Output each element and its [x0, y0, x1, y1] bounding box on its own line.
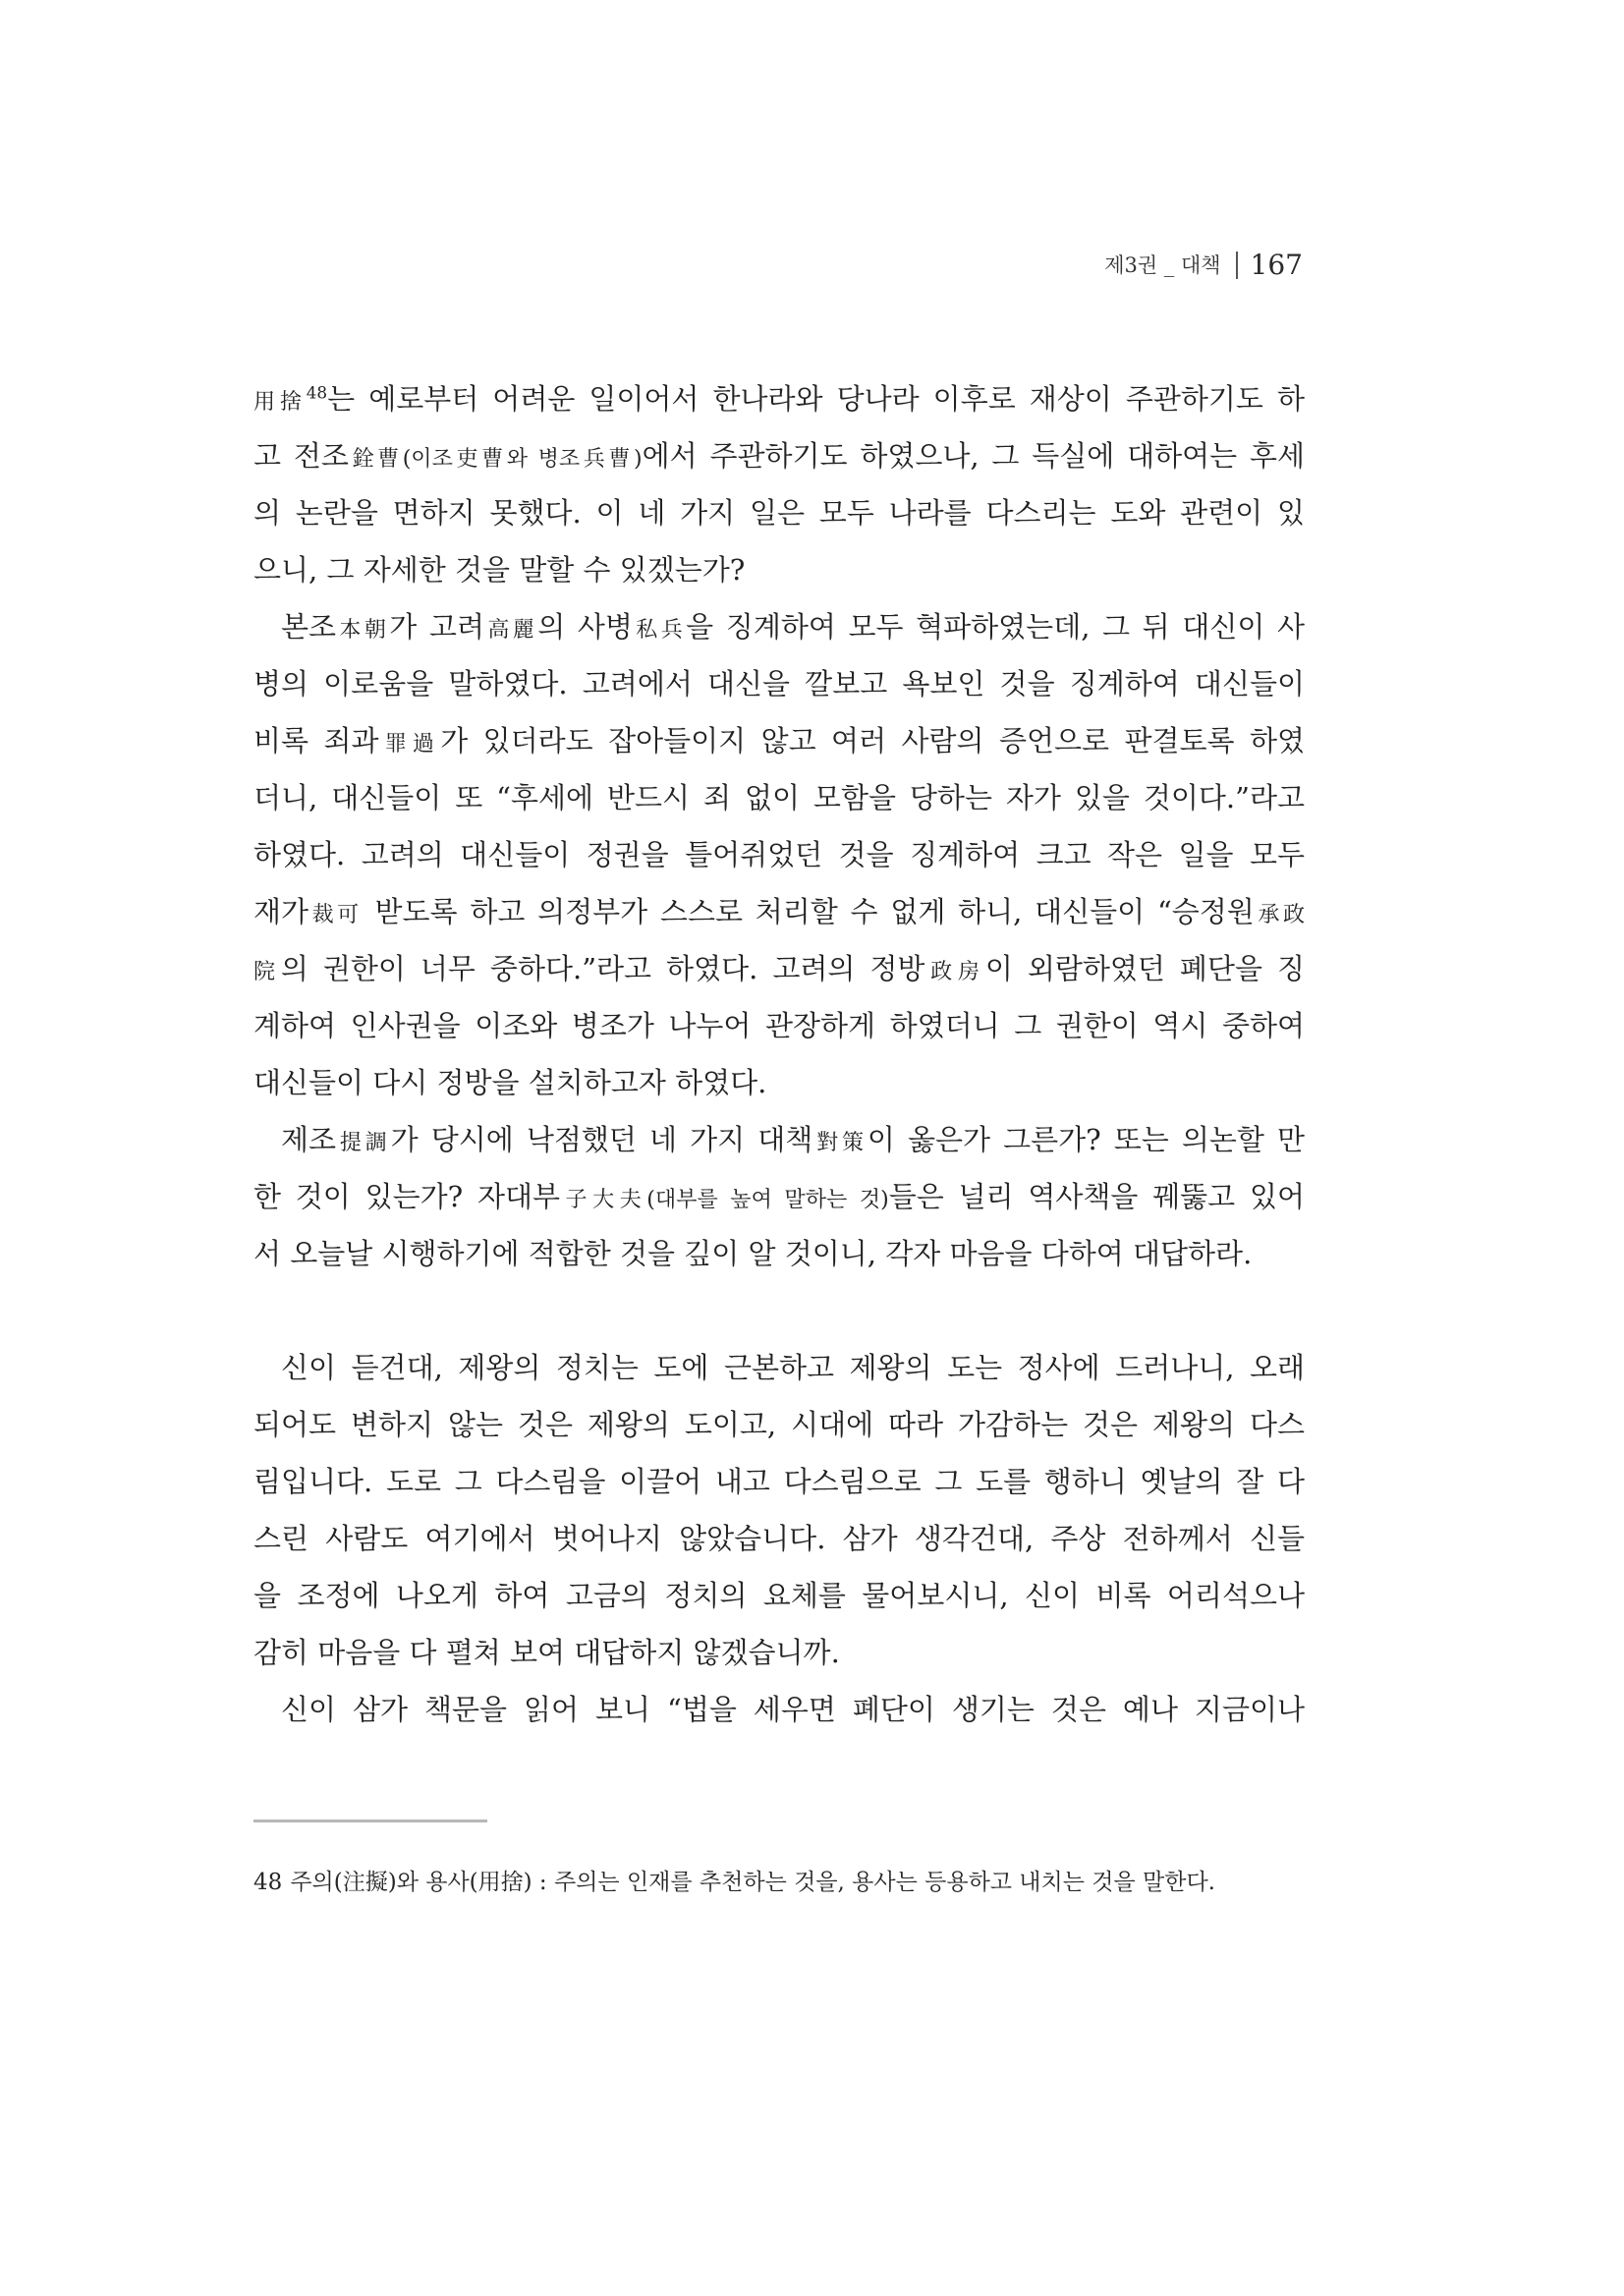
hanja-gloss: 用捨 — [253, 390, 307, 415]
text-segment: 제조 — [281, 1123, 337, 1156]
text-segment: 에서 주관하기도 하였으나, 그 득실에 대하여는 후세 — [642, 439, 1306, 473]
hanja-gloss: 本朝 — [336, 618, 390, 643]
text-segment: 가 고려 — [389, 610, 484, 644]
text-line — [253, 427, 1305, 484]
text-line — [253, 598, 1305, 655]
text-line — [253, 1510, 1305, 1567]
footnote — [253, 1867, 1305, 1898]
text-segment: 병의 이로움을 말하였다. 고려에서 대신을 깔보고 욕보인 것을 징계하여 대신들이 — [253, 667, 1305, 700]
text-segment: 하였다. 고려의 대신들이 정권을 틀어쥐었던 것을 징계하여 크고 작은 일을 모두 — [253, 838, 1305, 871]
hanja-gloss: 私兵 — [632, 618, 687, 643]
text-line — [253, 1168, 1305, 1225]
text-segment: 감히 마음을 다 펼쳐 보여 대답하지 않겠습니까. — [253, 1636, 840, 1669]
text-line — [253, 655, 1305, 712]
text-line — [253, 883, 1305, 940]
running-header — [1104, 246, 1303, 285]
paragraph — [253, 1339, 1305, 1681]
text-line — [253, 1624, 1305, 1681]
text-segment: 더니, 대신들이 또 “후세에 반드시 죄 없이 모함을 당하는 자가 있을 것이다.”라고 — [253, 781, 1305, 814]
text-line — [253, 1396, 1305, 1453]
text-segment: 의 사병 — [537, 610, 633, 644]
text-segment: 대신들이 다시 정방을 설치하고자 하였다. — [253, 1066, 767, 1099]
hanja-gloss: 承政 — [1254, 903, 1305, 927]
text-segment: 이 외람하였던 폐단을 징 — [984, 952, 1305, 985]
hanja-gloss: 政房 — [924, 960, 985, 984]
header-separator — [1236, 252, 1238, 279]
hanja-gloss: 高麗 — [483, 618, 538, 643]
text-segment: 받도록 하고 의정부가 스스로 처리할 수 없게 하니, 대신들이 “승정원 — [362, 895, 1255, 928]
text-segment: 비록 죄과 — [253, 724, 379, 757]
paragraph — [253, 598, 1305, 1111]
text-segment: 의 권한이 너무 중하다.”라고 하였다. 고려의 정방 — [280, 952, 925, 985]
text-line — [253, 484, 1305, 541]
text-segment: 가 있더라도 잡아들이지 않고 여러 사람의 증언으로 판결토록 하였 — [440, 724, 1305, 757]
text-segment: 을 징계하여 모두 혁파하였는데, 그 뒤 대신이 사 — [686, 610, 1305, 644]
text-segment: 의 논란을 면하지 못했다. 이 네 가지 일은 모두 나라를 다스리는 도와 관련이 있 — [253, 496, 1305, 530]
footnote-text: 주의(注擬)와 용사(用捨) : 주의는 인재를 추천하는 것을, 용사는 등용하고 내치는 것을 말한다. — [290, 1870, 1215, 1895]
text-line — [253, 1111, 1305, 1168]
text-segment: 계하여 인사권을 이조와 병조가 나누어 관장하게 하였더니 그 권한이 역시 중하여 — [253, 1009, 1305, 1042]
text-line — [253, 1339, 1305, 1396]
text-segment: 서 오늘날 시행하기에 적합한 것을 깊이 알 것이니, 각자 마음을 다하여 대답하라. — [253, 1237, 1253, 1270]
text-segment: 으니, 그 자세한 것을 말할 수 있겠는가? — [253, 553, 746, 587]
hanja-gloss: 院 — [253, 960, 281, 984]
footnote-ref: 48 — [306, 382, 328, 403]
text-line — [253, 712, 1305, 769]
hanja-gloss: 罪過 — [378, 732, 441, 756]
text-line — [253, 940, 1305, 997]
text-segment: 는 예로부터 어려운 일이어서 한나라와 당나라 이후로 재상이 주관하기도 하 — [327, 382, 1305, 416]
hanja-gloss: 裁可 — [308, 903, 363, 927]
text-line — [253, 997, 1305, 1054]
text-segment: 되어도 변하지 않는 것은 제왕의 도이고, 시대에 따라 가감하는 것은 제왕의 다스 — [253, 1408, 1305, 1441]
text-segment: 한 것이 있는가? 자대부 — [253, 1180, 560, 1213]
question-section — [253, 370, 1305, 1282]
text-segment: 재가 — [253, 895, 309, 928]
text-line — [253, 370, 1305, 427]
body-text — [253, 370, 1305, 1738]
text-line — [253, 541, 1305, 598]
text-segment: 을 조정에 나오게 하여 고금의 정치의 요체를 물어보시니, 신이 비록 어리석으나 — [253, 1579, 1305, 1612]
hanja-gloss: 銓曹(이조吏曹와 병조兵曹) — [348, 447, 643, 472]
running-title: 제3권 _ 대책 — [1104, 253, 1221, 277]
text-segment: 스린 사람도 여기에서 벗어나지 않았습니다. 삼가 생각건대, 주상 전하께서 신들 — [253, 1522, 1305, 1555]
paragraph — [253, 1681, 1305, 1738]
text-line — [253, 769, 1305, 826]
footnote-rule — [253, 1820, 487, 1822]
hanja-gloss: 提調 — [336, 1131, 391, 1155]
text-segment: 본조 — [281, 610, 337, 644]
hanja-gloss: 對策 — [812, 1131, 868, 1155]
text-segment: 들은 널리 역사책을 꿰뚫고 있어 — [888, 1180, 1305, 1213]
paragraph — [253, 370, 1305, 598]
text-line — [253, 1567, 1305, 1624]
text-line — [253, 1054, 1305, 1111]
answer-section — [253, 1339, 1305, 1738]
page-number: 167 — [1250, 249, 1303, 281]
text-segment: 신이 삼가 책문을 읽어 보니 “법을 세우면 폐단이 생기는 것은 예나 지금이나 — [281, 1693, 1305, 1726]
footnote-number: 48 — [253, 1870, 283, 1895]
text-segment: 이 옳은가 그른가? 또는 의논할 만 — [867, 1123, 1305, 1156]
text-segment: 림입니다. 도로 그 다스림을 이끌어 내고 다스림으로 그 도를 행하니 옛날의 잘 다 — [253, 1465, 1305, 1498]
text-line — [253, 1681, 1305, 1738]
text-line — [253, 1225, 1305, 1282]
text-segment: 가 당시에 낙점했던 네 가지 대책 — [390, 1123, 813, 1156]
text-line — [253, 826, 1305, 883]
text-segment: 신이 듣건대, 제왕의 정치는 도에 근본하고 제왕의 도는 정사에 드러나니, 오래 — [281, 1351, 1305, 1384]
text-segment: 고 전조 — [253, 439, 349, 473]
hanja-gloss: 子大夫(대부를 높여 말하는 것) — [560, 1188, 889, 1212]
text-line — [253, 1453, 1305, 1510]
paragraph — [253, 1111, 1305, 1282]
